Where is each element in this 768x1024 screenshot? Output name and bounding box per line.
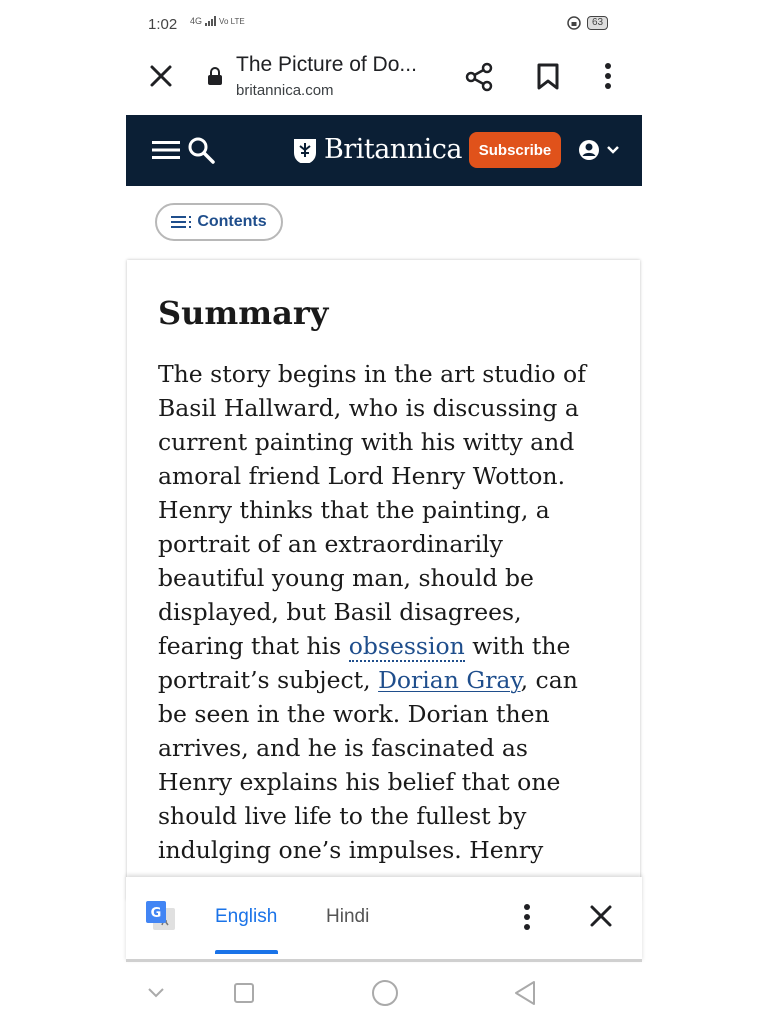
close-tab-icon[interactable] xyxy=(147,62,175,90)
text-line: arrives, and he is fascinated as xyxy=(158,734,528,762)
text-line: portrait of an extraordinarily xyxy=(158,530,503,558)
contents-label: Contents xyxy=(197,213,267,230)
text-line xyxy=(158,629,618,663)
obsession-link[interactable]: obsession xyxy=(348,632,465,660)
brand-name: Britannica xyxy=(324,134,462,165)
text-line: Basil Hallward, who is discussing a xyxy=(158,394,579,422)
lang-tab-english[interactable]: English xyxy=(215,906,278,927)
home-icon[interactable] xyxy=(371,979,399,1007)
more-vert-icon[interactable] xyxy=(598,62,618,90)
text-fragment: fearing that his xyxy=(158,632,349,660)
text-fragment: , can xyxy=(520,666,578,694)
menu-icon[interactable] xyxy=(152,139,180,161)
svg-text:G: G xyxy=(150,906,162,921)
list-icon xyxy=(171,215,193,229)
close-translate-icon[interactable] xyxy=(588,903,614,929)
dorian-gray-link[interactable]: Dorian Gray xyxy=(378,666,521,694)
search-icon[interactable] xyxy=(186,135,216,165)
text-line: The story begins in the art studio of xyxy=(158,360,586,388)
text-line: beautiful young man, should be xyxy=(158,564,534,592)
thistle-logo-icon xyxy=(292,137,318,163)
text-line: displayed, but Basil disagrees, xyxy=(158,598,522,626)
article-body xyxy=(158,357,618,867)
brand-logo[interactable] xyxy=(292,134,462,165)
nav-hide-icon[interactable] xyxy=(146,984,166,1000)
signal-icon xyxy=(205,16,217,26)
text-line: current painting with his witty and xyxy=(158,428,575,456)
text-line: be seen in the work. Dorian then xyxy=(158,700,550,728)
text-fragment: with the xyxy=(464,632,571,660)
active-tab-indicator xyxy=(215,950,278,954)
text-line: Henry thinks that the painting, a xyxy=(158,496,550,524)
chevron-down-icon xyxy=(606,145,620,155)
share-icon[interactable] xyxy=(464,62,494,92)
page-title[interactable]: The Picture of Do... xyxy=(236,53,417,76)
text-line: indulging one’s impulses. Henry xyxy=(158,836,544,864)
network-indicator xyxy=(190,16,245,26)
bookmark-icon[interactable] xyxy=(535,62,561,90)
battery-indicator: 63 xyxy=(587,16,608,30)
recents-icon[interactable] xyxy=(233,982,255,1004)
secure-lock-icon[interactable] xyxy=(206,66,224,86)
subscribe-button[interactable]: Subscribe xyxy=(469,132,561,168)
lang-tab-hindi[interactable]: Hindi xyxy=(326,906,370,927)
page-url[interactable]: britannica.com xyxy=(236,82,334,99)
lock-status-icon xyxy=(567,16,581,30)
text-fragment: portrait’s subject, xyxy=(158,666,379,694)
status-right xyxy=(567,16,608,30)
text-line xyxy=(158,663,618,697)
text-line: amoral friend Lord Henry Wotton. xyxy=(158,462,566,490)
back-icon[interactable] xyxy=(512,979,538,1007)
status-time: 1:02 xyxy=(148,16,178,33)
translate-bar xyxy=(126,877,642,962)
account-menu[interactable] xyxy=(578,139,624,161)
more-vert-icon[interactable] xyxy=(517,903,537,931)
text-line: Henry explains his belief that one xyxy=(158,768,561,796)
contents-button[interactable] xyxy=(155,203,283,241)
user-icon xyxy=(578,139,600,161)
google-translate-icon[interactable] xyxy=(145,900,177,932)
volte-label: Vo LTE xyxy=(219,17,245,26)
text-line: should live life to the fullest by xyxy=(158,802,527,830)
network-type: 4G xyxy=(190,16,203,26)
section-heading: Summary xyxy=(158,294,329,332)
